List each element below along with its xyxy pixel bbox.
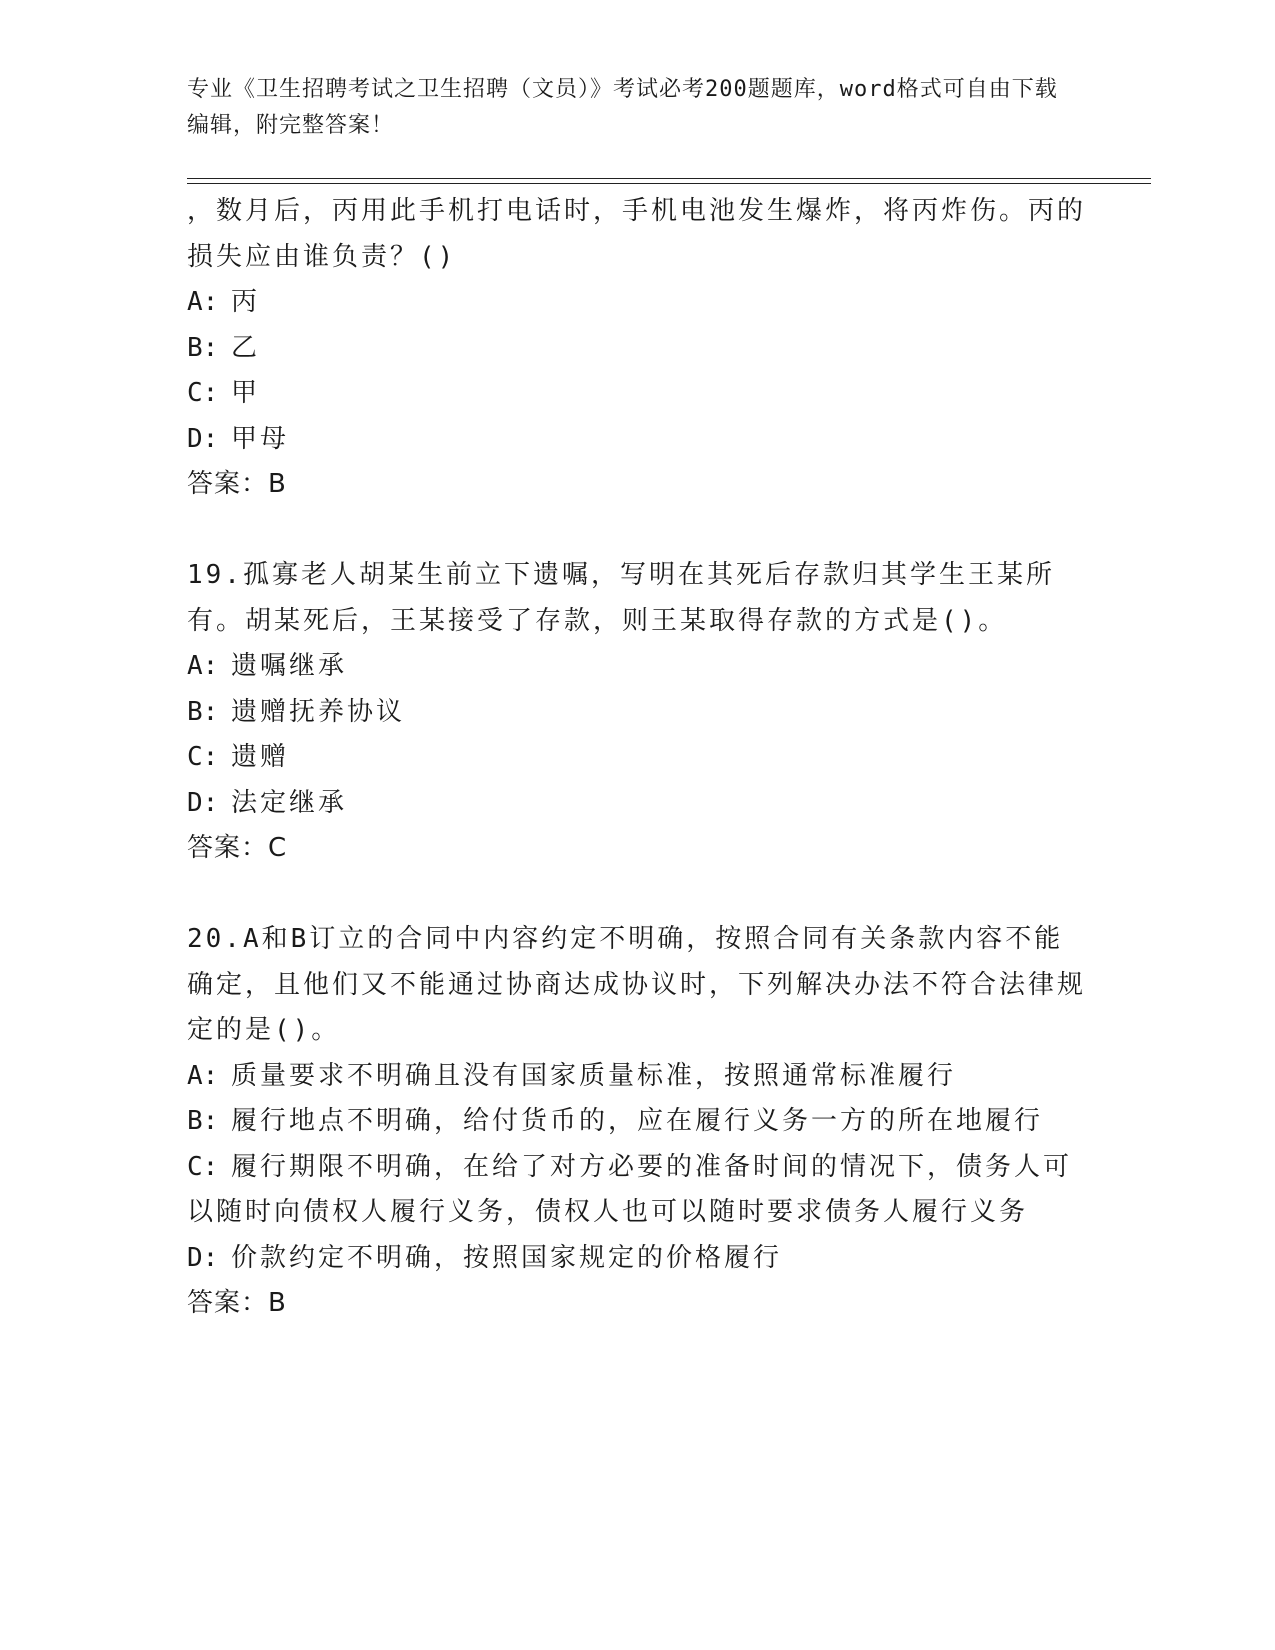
option-b	[187, 326, 1087, 372]
option-text: 遗赠	[231, 742, 290, 772]
option-key: C:	[187, 1151, 219, 1182]
spacer	[187, 872, 1087, 918]
option-text: 质量要求不明确且没有国家质量标准，按照通常标准履行	[231, 1060, 957, 1091]
option-key: B:	[187, 696, 219, 727]
option-text: 遗赠抚养协议	[231, 696, 406, 727]
option-text: 甲母	[231, 423, 290, 454]
option-d	[187, 1236, 1087, 1282]
option-a	[187, 1054, 1087, 1100]
question-block	[187, 189, 1087, 508]
option-key: A:	[187, 651, 219, 681]
option-text: 乙	[231, 332, 261, 363]
answer-line: 答案：C	[187, 833, 288, 863]
option-key: A:	[187, 287, 219, 317]
question-block	[187, 917, 1087, 1327]
option-key: D:	[187, 1242, 219, 1273]
option-a	[187, 280, 1087, 326]
option-key: D:	[187, 423, 219, 454]
option-d	[187, 417, 1087, 463]
question-list	[187, 189, 1087, 1327]
option-text: 丙	[231, 287, 261, 317]
option-c	[187, 371, 1087, 417]
option-text: 履行期限不明确，在给了对方必要的准备时间的情况下，债务人可以随时向债权人履行义务，债权人也可以随时要求债务人履行义务	[187, 1151, 1073, 1227]
option-text: 法定继承	[231, 787, 348, 818]
option-text: 甲	[231, 378, 261, 408]
option-text: 价款约定不明确，按照国家规定的价格履行	[231, 1242, 783, 1273]
option-b	[187, 690, 1087, 736]
header-divider-bottom	[187, 183, 1151, 184]
answer-line: 答案：B	[187, 1288, 287, 1318]
spacer	[187, 508, 1087, 554]
option-text: 履行地点不明确，给付货币的，应在履行义务一方的所在地履行	[231, 1106, 1044, 1136]
option-key: A:	[187, 1060, 219, 1091]
question-stem: 20.A和B订立的合同中内容约定不明确，按照合同有关条款内容不能确定，且他们又不能通过协商达成协议时，下列解决办法不符合法律规定的是()。	[187, 924, 1087, 1045]
answer-line: 答案：B	[187, 469, 287, 499]
option-c	[187, 1145, 1087, 1236]
option-a	[187, 644, 1087, 690]
option-key: B:	[187, 1106, 219, 1136]
header-divider-top	[187, 178, 1151, 179]
question-stem: ，数月后，丙用此手机打电话时，手机电池发生爆炸，将丙炸伤。丙的损失应由谁负责？()	[187, 196, 1087, 272]
question-stem: 19.孤寡老人胡某生前立下遗嘱，写明在其死后存款归其学生王某所有。胡某死后，王某接受了存款，则王某取得存款的方式是()。	[187, 560, 1055, 636]
option-text: 遗嘱继承	[231, 651, 348, 681]
option-key: B:	[187, 332, 219, 363]
option-d	[187, 781, 1087, 827]
option-c	[187, 735, 1087, 781]
option-key: D:	[187, 787, 219, 818]
question-block	[187, 553, 1087, 872]
option-key: C:	[187, 378, 219, 408]
page-header: 专业《卫生招聘考试之卫生招聘（文员）》考试必考200题题库，word格式可自由下载编辑，附完整答案！	[187, 77, 1058, 138]
option-b	[187, 1099, 1087, 1145]
option-key: C:	[187, 742, 219, 772]
